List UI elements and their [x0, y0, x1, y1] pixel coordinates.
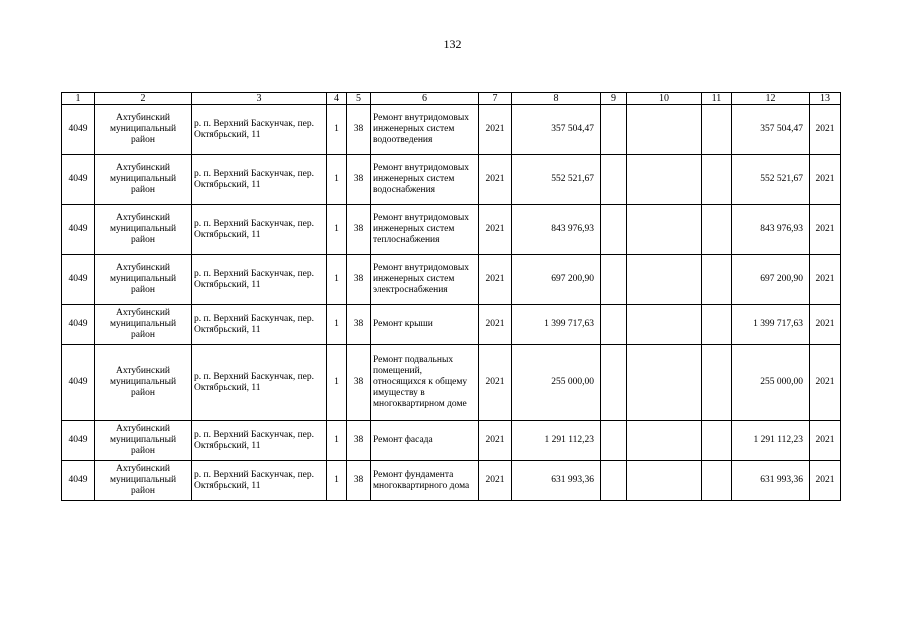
cell-col-1: 4049: [62, 255, 95, 305]
cell-col-1: 4049: [62, 461, 95, 501]
cell-col-11: [702, 305, 732, 345]
cell-col-2: Ахтубинский муниципальный район: [95, 255, 192, 305]
cell-col-12: 357 504,47: [732, 105, 810, 155]
cell-col-7: 2021: [479, 155, 512, 205]
cell-col-2: Ахтубинский муниципальный район: [95, 305, 192, 345]
cell-col-5: 38: [347, 105, 371, 155]
cell-col-8: 357 504,47: [512, 105, 601, 155]
cell-col-9: [601, 461, 627, 501]
cell-col-7: 2021: [479, 305, 512, 345]
cell-col-6: Ремонт внутридомовых инженерных систем теплоснабжения: [371, 205, 479, 255]
cell-col-6: Ремонт фундамента многоквартирного дома: [371, 461, 479, 501]
header-row: [62, 93, 841, 105]
cell-col-3: р. п. Верхний Баскунчак, пер. Октябрьский, 11: [192, 155, 327, 205]
cell-col-13: 2021: [810, 255, 841, 305]
cell-col-9: [601, 305, 627, 345]
column-header-12: 12: [732, 93, 810, 105]
cell-col-11: [702, 155, 732, 205]
cell-col-8: 255 000,00: [512, 345, 601, 421]
cell-col-7: 2021: [479, 205, 512, 255]
capital-repair-table: [61, 92, 841, 501]
table-row: [62, 461, 841, 501]
cell-col-11: [702, 421, 732, 461]
cell-col-4: 1: [327, 421, 347, 461]
cell-col-3: р. п. Верхний Баскунчак, пер. Октябрьский, 11: [192, 305, 327, 345]
cell-col-13: 2021: [810, 345, 841, 421]
cell-col-1: 4049: [62, 305, 95, 345]
cell-col-3: р. п. Верхний Баскунчак, пер. Октябрьский, 11: [192, 105, 327, 155]
cell-col-13: 2021: [810, 461, 841, 501]
table-row: [62, 105, 841, 155]
cell-col-13: 2021: [810, 155, 841, 205]
cell-col-6: Ремонт внутридомовых инженерных систем электроснабжения: [371, 255, 479, 305]
column-header-8: 8: [512, 93, 601, 105]
cell-col-12: 552 521,67: [732, 155, 810, 205]
table-row: [62, 255, 841, 305]
cell-col-6: Ремонт фасада: [371, 421, 479, 461]
column-header-13: 13: [810, 93, 841, 105]
cell-col-5: 38: [347, 421, 371, 461]
cell-col-2: Ахтубинский муниципальный район: [95, 421, 192, 461]
column-header-11: 11: [702, 93, 732, 105]
cell-col-1: 4049: [62, 105, 95, 155]
cell-col-4: 1: [327, 155, 347, 205]
cell-col-10: [627, 255, 702, 305]
cell-col-3: р. п. Верхний Баскунчак, пер. Октябрьский, 11: [192, 345, 327, 421]
cell-col-1: 4049: [62, 155, 95, 205]
cell-col-10: [627, 205, 702, 255]
column-header-4: 4: [327, 93, 347, 105]
cell-col-2: Ахтубинский муниципальный район: [95, 345, 192, 421]
table-row: [62, 421, 841, 461]
column-number-header: [62, 93, 841, 105]
cell-col-9: [601, 345, 627, 421]
cell-col-5: 38: [347, 155, 371, 205]
cell-col-11: [702, 205, 732, 255]
cell-col-4: 1: [327, 461, 347, 501]
cell-col-2: Ахтубинский муниципальный район: [95, 105, 192, 155]
cell-col-13: 2021: [810, 421, 841, 461]
column-header-3: 3: [192, 93, 327, 105]
cell-col-6: Ремонт внутридомовых инженерных систем водоснабжения: [371, 155, 479, 205]
cell-col-7: 2021: [479, 461, 512, 501]
cell-col-8: 1 399 717,63: [512, 305, 601, 345]
cell-col-1: 4049: [62, 421, 95, 461]
cell-col-10: [627, 461, 702, 501]
cell-col-8: 631 993,36: [512, 461, 601, 501]
cell-col-4: 1: [327, 205, 347, 255]
cell-col-8: 697 200,90: [512, 255, 601, 305]
cell-col-8: 1 291 112,23: [512, 421, 601, 461]
cell-col-8: 552 521,67: [512, 155, 601, 205]
table-row: [62, 345, 841, 421]
table-row: [62, 205, 841, 255]
cell-col-3: р. п. Верхний Баскунчак, пер. Октябрьский, 11: [192, 255, 327, 305]
column-header-9: 9: [601, 93, 627, 105]
cell-col-5: 38: [347, 345, 371, 421]
cell-col-13: 2021: [810, 205, 841, 255]
cell-col-9: [601, 155, 627, 205]
table-row: [62, 305, 841, 345]
cell-col-12: 255 000,00: [732, 345, 810, 421]
cell-col-3: р. п. Верхний Баскунчак, пер. Октябрьский, 11: [192, 461, 327, 501]
cell-col-11: [702, 105, 732, 155]
cell-col-12: 697 200,90: [732, 255, 810, 305]
table-row: [62, 155, 841, 205]
cell-col-6: Ремонт внутридомовых инженерных систем водоотведения: [371, 105, 479, 155]
column-header-10: 10: [627, 93, 702, 105]
table-body: [62, 105, 841, 501]
cell-col-8: 843 976,93: [512, 205, 601, 255]
cell-col-7: 2021: [479, 255, 512, 305]
cell-col-13: 2021: [810, 305, 841, 345]
page-number: 132: [443, 37, 462, 51]
cell-col-2: Ахтубинский муниципальный район: [95, 205, 192, 255]
cell-col-5: 38: [347, 255, 371, 305]
column-header-1: 1: [62, 93, 95, 105]
cell-col-12: 631 993,36: [732, 461, 810, 501]
cell-col-9: [601, 255, 627, 305]
cell-col-1: 4049: [62, 205, 95, 255]
cell-col-2: Ахтубинский муниципальный район: [95, 155, 192, 205]
cell-col-9: [601, 421, 627, 461]
column-header-5: 5: [347, 93, 371, 105]
cell-col-9: [601, 105, 627, 155]
cell-col-4: 1: [327, 255, 347, 305]
cell-col-7: 2021: [479, 421, 512, 461]
cell-col-10: [627, 155, 702, 205]
column-header-6: 6: [371, 93, 479, 105]
cell-col-12: 1 399 717,63: [732, 305, 810, 345]
cell-col-5: 38: [347, 205, 371, 255]
cell-col-4: 1: [327, 105, 347, 155]
cell-col-10: [627, 421, 702, 461]
cell-col-7: 2021: [479, 105, 512, 155]
cell-col-13: 2021: [810, 105, 841, 155]
cell-col-11: [702, 345, 732, 421]
cell-col-5: 38: [347, 305, 371, 345]
cell-col-6: Ремонт крыши: [371, 305, 479, 345]
cell-col-12: 843 976,93: [732, 205, 810, 255]
cell-col-1: 4049: [62, 345, 95, 421]
column-header-2: 2: [95, 93, 192, 105]
cell-col-5: 38: [347, 461, 371, 501]
cell-col-7: 2021: [479, 345, 512, 421]
cell-col-11: [702, 255, 732, 305]
cell-col-6: Ремонт подвальных помещений, относящихся к общему имуществу в многоквартирном доме: [371, 345, 479, 421]
cell-col-3: р. п. Верхний Баскунчак, пер. Октябрьский, 11: [192, 421, 327, 461]
cell-col-10: [627, 305, 702, 345]
cell-col-4: 1: [327, 345, 347, 421]
cell-col-11: [702, 461, 732, 501]
cell-col-9: [601, 205, 627, 255]
cell-col-12: 1 291 112,23: [732, 421, 810, 461]
cell-col-10: [627, 105, 702, 155]
cell-col-4: 1: [327, 305, 347, 345]
cell-col-3: р. п. Верхний Баскунчак, пер. Октябрьский, 11: [192, 205, 327, 255]
cell-col-2: Ахтубинский муниципальный район: [95, 461, 192, 501]
column-header-7: 7: [479, 93, 512, 105]
cell-col-10: [627, 345, 702, 421]
